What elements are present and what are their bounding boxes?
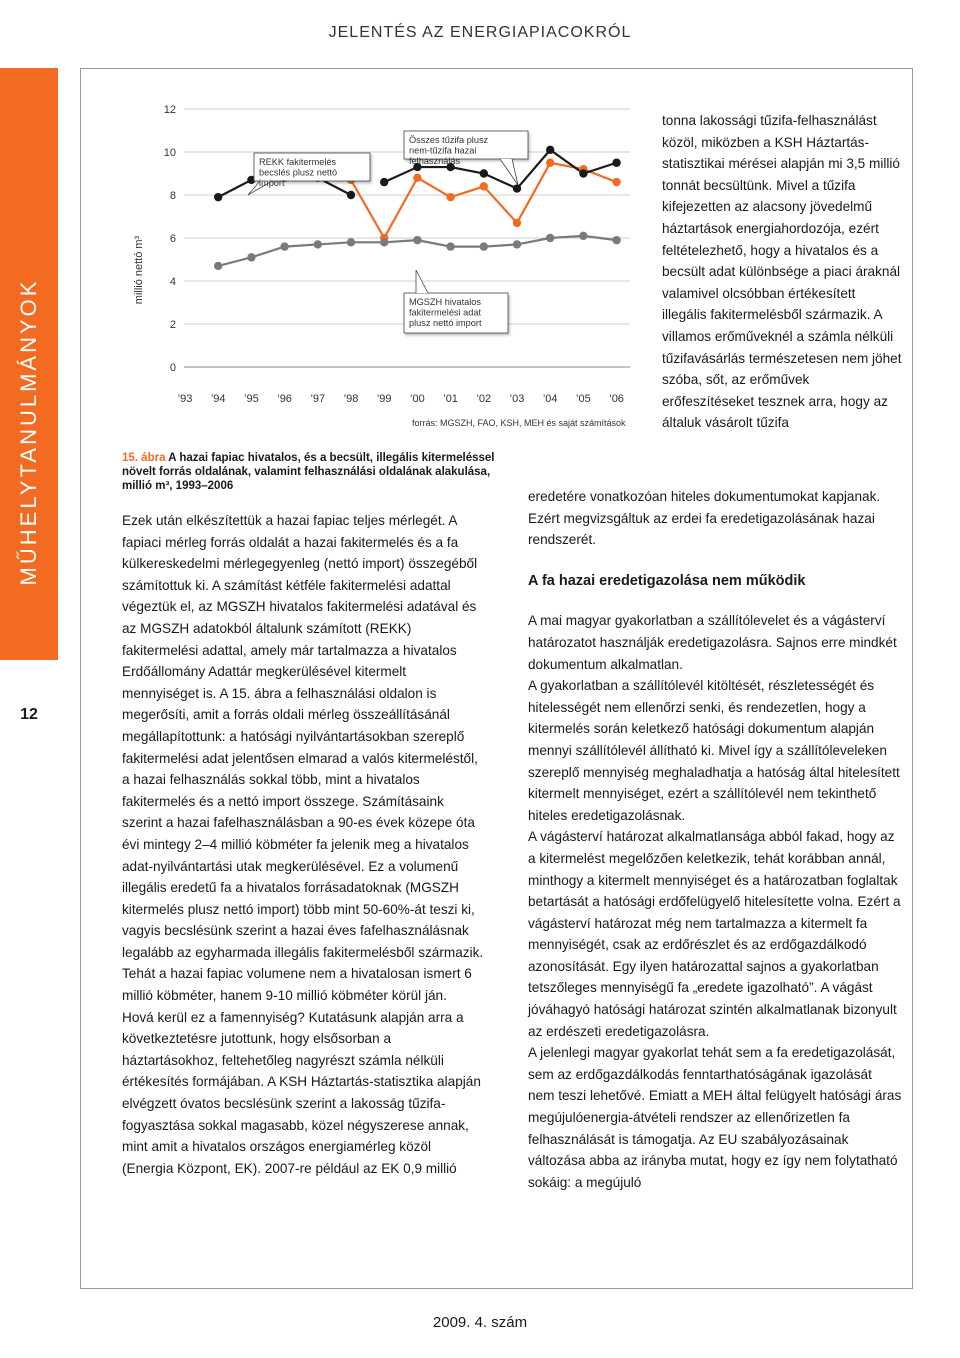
data-point — [513, 240, 521, 248]
data-point — [612, 159, 620, 167]
chart-annotation — [404, 131, 528, 185]
x-tick-label: ’01 — [443, 393, 458, 405]
y-tick-label: 8 — [169, 190, 176, 202]
figure-caption-text: A hazai fapiac hivatalos, és a becsült, illegális kitermeléssel növelt forrás oldalának, valamint felhasználási oldalának alakulása, millió m³, 1993–2006 — [122, 452, 495, 492]
data-point — [413, 236, 421, 244]
page-number: 12 — [20, 706, 38, 723]
issue-footer: 2009. 4. szám — [432, 1314, 528, 1331]
line-chart — [120, 105, 640, 415]
data-point — [380, 238, 388, 246]
data-point — [546, 234, 554, 242]
right-column-top — [662, 110, 902, 434]
y-tick-label: 6 — [169, 233, 176, 245]
data-point — [380, 178, 388, 186]
annotation-label: becslés plusz nettó — [259, 167, 338, 178]
data-point — [480, 242, 488, 250]
x-tick-label: ’99 — [376, 393, 392, 405]
x-tick-label: ’05 — [576, 393, 591, 405]
data-point — [480, 182, 488, 190]
annotation-label: nem-tűzifa hazai — [409, 145, 477, 156]
running-header: JELENTÉS AZ ENERGIAPIACOKRÓL — [328, 24, 632, 41]
x-tick-label: ’98 — [343, 393, 359, 405]
data-point — [513, 184, 521, 192]
paragraph: Hová kerül ez a famennyiség? Kutatásunk alapján arra a következtetésre jutottunk, hogy elsősorban a háztartásokhoz, feltehetőleg nagyrészt számla nélküli értékesítés formájában. A KSH Háztartás-statisztika alapján elvégzett óvatos becslésünk szerint a lakosság tűzifa-fogyasztása sokkal magasabb, közel négyszerese annak, mint amit a hivatalos országos energiamérleg közöl (Energia Központ, EK). 2007-re például az EK 0,9 millió — [122, 1009, 481, 1176]
figure-source: forrás: MGSZH, FAO, KSH, MEH és saját számítások — [412, 418, 626, 428]
x-tick-label: ’00 — [410, 393, 425, 405]
annotation-label: plusz nettó import — [409, 318, 482, 328]
data-point — [280, 242, 288, 250]
data-point — [247, 253, 255, 261]
paragraph: Ezek után elkészítettük a hazai fapiac teljes mérlegét. A fapiaci mérleg forrás oldalát a hazai fakitermelés és a fa külkereskedelmi mérlegegyenleg (nettó import) összegéből számítottuk ki. A számítást kétféle fakitermelési adattal végeztük el, az MGSZH hivatalos fakitermelési adatával és az MGSZH adatokból általunk számított (REKK) fakitermelési adattal, amely már tartalmazza a hivatalos Erdőállomány Adattár megkerülésével kitermelt mennyiséget is. A 15. ábra a felhasználási oldalon is megerősíti, amit a forrás oldali mérleg összeállításánál megállapítottunk: a hatósági nyilvántartásokban szereplő fakitermelési adat jelentősen elmarad a valós kitermeléstől, a hazai felhasználás sokkal több, mint a hivatalos fakitermelés és a nettó import összege. Számításaink szerint a hazai fafelhasználásban a 90-es évek közepe óta évi mintegy 2–4 millió köbméter fa jelenik meg a hivatalos adat-nyilvántartási utak megkerülésével. Ez a volumenű illegális eredetű fa a hivatalos forrásadatoknak (MGSZH kitermelés plusz nettó import) több mint 50-60%-át teszi ki, vagyis becslésünk szerint a hazai éves fafelhasználásnak legalább az egyharmada illegális fakitermelésből származik. Tehát a hazai fapiac volumene nem a hivatalosan ismert 6 millió köbméter, hanem 9-10 millió köbméter körül ján. — [122, 513, 484, 1004]
data-point — [579, 169, 587, 177]
data-point — [214, 262, 222, 270]
annotation-label: felhasználás — [409, 156, 461, 166]
data-point — [546, 159, 554, 167]
paragraph: A mai magyar gyakorlatban a szállítólevelet és a vágásterví határozatot használják eredetigazolásra. Sajnos erre mindkét dokumentum alkalmatlan. — [528, 613, 897, 672]
paragraph: A jelenlegi magyar gyakorlat tehát sem a fa eredetigazolását, sem az erdőgazdálkodás fenntarthatóságának igazolását nem teszi lehetővé. Emiatt a MEH által felügyelt hatósági áras megújulóenergia-átvételi rendszer az ellenőrizetlen fa felhasználását is támogatja. Az EU szabályozásainak változása abba az irányba mutat, hogy ez így nem folytatható sokáig: a megújuló — [528, 1045, 902, 1190]
data-point — [446, 242, 454, 250]
annotation-label: REKK fakitermelés — [259, 157, 337, 167]
data-point — [314, 240, 322, 248]
data-point — [214, 193, 222, 201]
left-column — [122, 510, 484, 1179]
y-axis-label: millió nettó m³ — [133, 235, 145, 305]
y-tick-label: 2 — [169, 319, 176, 331]
y-tick-label: 0 — [169, 362, 176, 374]
data-point — [612, 178, 620, 186]
x-tick-label: ’97 — [310, 393, 326, 405]
figure-caption — [122, 451, 502, 493]
data-point — [446, 193, 454, 201]
right-column — [528, 486, 902, 1193]
data-point — [347, 238, 355, 246]
x-tick-label: ’03 — [509, 393, 525, 405]
annotation-label: import — [259, 178, 285, 188]
annotation-label: fakitermelési adat — [409, 307, 482, 318]
chart-annotation — [404, 270, 508, 333]
data-point — [612, 236, 620, 244]
x-tick-label: ’02 — [476, 393, 492, 405]
paragraph: eredetére vonatkozóan hiteles dokumentumokat kapjanak. Ezért megvizsgáltuk az erdei fa eredetigazolásának hazai rendszerét. — [528, 489, 881, 548]
paragraph: A gyakorlatban a szállítólevél kitöltését, részletességét és hitelességét nem ellenőrzi senki, és rendezetlen, hogy a kitermelés során keletkező hatósági dokumentum alapján mennyi szállítólevél állítható ki. Mivel így a szállítóleveleken szereplő mennyiség meghaladhatja a hatóság által hitelesített kitermelt mennyiséget, ezért a szállítólevél nem tekinthető hiteles eredetigazolásnak. — [528, 678, 900, 823]
data-point — [513, 219, 521, 227]
x-tick-label: ’04 — [542, 393, 558, 405]
paragraph: tonna lakossági tűzifa-felhasználást közöl, miközben a KSH Háztartás-statisztikai mérései alapján mi 3,5 millió tonnát becsültünk. Mivel a tűzifa kifejezetten az alacsony jövedelmű háztartások energiahordozója, ezért feltételezhető, hogy a hivatalos és a becsült adat különbsége a piaci áraknál valamivel olcsóbban értékesített illegális fakitermelésből származik. A villamos erőműveknél a számla nélküli tűzifavásárlás természetesen nem jöhet szóba, sőt, az erőművek erőfeszítéseket tesznek arra, hogy az általuk vásárolt tűzifa — [662, 113, 902, 431]
x-tick-label: ’93 — [177, 393, 193, 405]
figure-number: 15. ábra — [122, 452, 166, 464]
annotation-label: MGSZH hivatalos — [409, 297, 481, 307]
data-point — [546, 146, 554, 154]
x-tick-label: ’94 — [210, 393, 226, 405]
data-point — [413, 174, 421, 182]
section-heading: A fa hazai eredetigazolása nem működik — [528, 572, 806, 589]
x-tick-label: ’96 — [277, 393, 292, 405]
y-tick-label: 10 — [163, 147, 176, 159]
section-label: MŰHELYTANULMÁNYOK — [16, 278, 41, 586]
data-point — [579, 232, 587, 240]
chart-annotation — [248, 153, 370, 195]
x-tick-label: ’06 — [609, 393, 624, 405]
paragraph: A vágásterví határozat alkalmatlansága abból fakad, hogy az a kitermelést megelőzően keletkezik, tehát korábban annál, minthogy a kitermelt mennyiséget és a határozatban foglaltak betartását a hatósági erdőfelügyelő hitelesítette volna. Ezért a vágásterví határozat még nem tartalmazza a kitermelt fa mennyiségét, csak az erdőrészlet és az erdőgazdálkodó azonosítását. Egy ilyen határozattal sajnos a gyakorlatban tetszőleges mennyiségű fa „eredete igazolható”. A vágást jóváhagyó hatósági határozat szintén alkalmatlanak bizonyult az erdészeti eredetigazolásra. — [528, 829, 901, 1039]
annotation-label: Összes tűzifa plusz — [409, 135, 489, 145]
data-point — [347, 191, 355, 199]
section-sidebar — [0, 68, 58, 660]
data-point — [480, 169, 488, 177]
y-tick-label: 12 — [163, 105, 176, 116]
y-tick-label: 4 — [169, 276, 176, 288]
x-tick-label: ’95 — [244, 393, 259, 405]
